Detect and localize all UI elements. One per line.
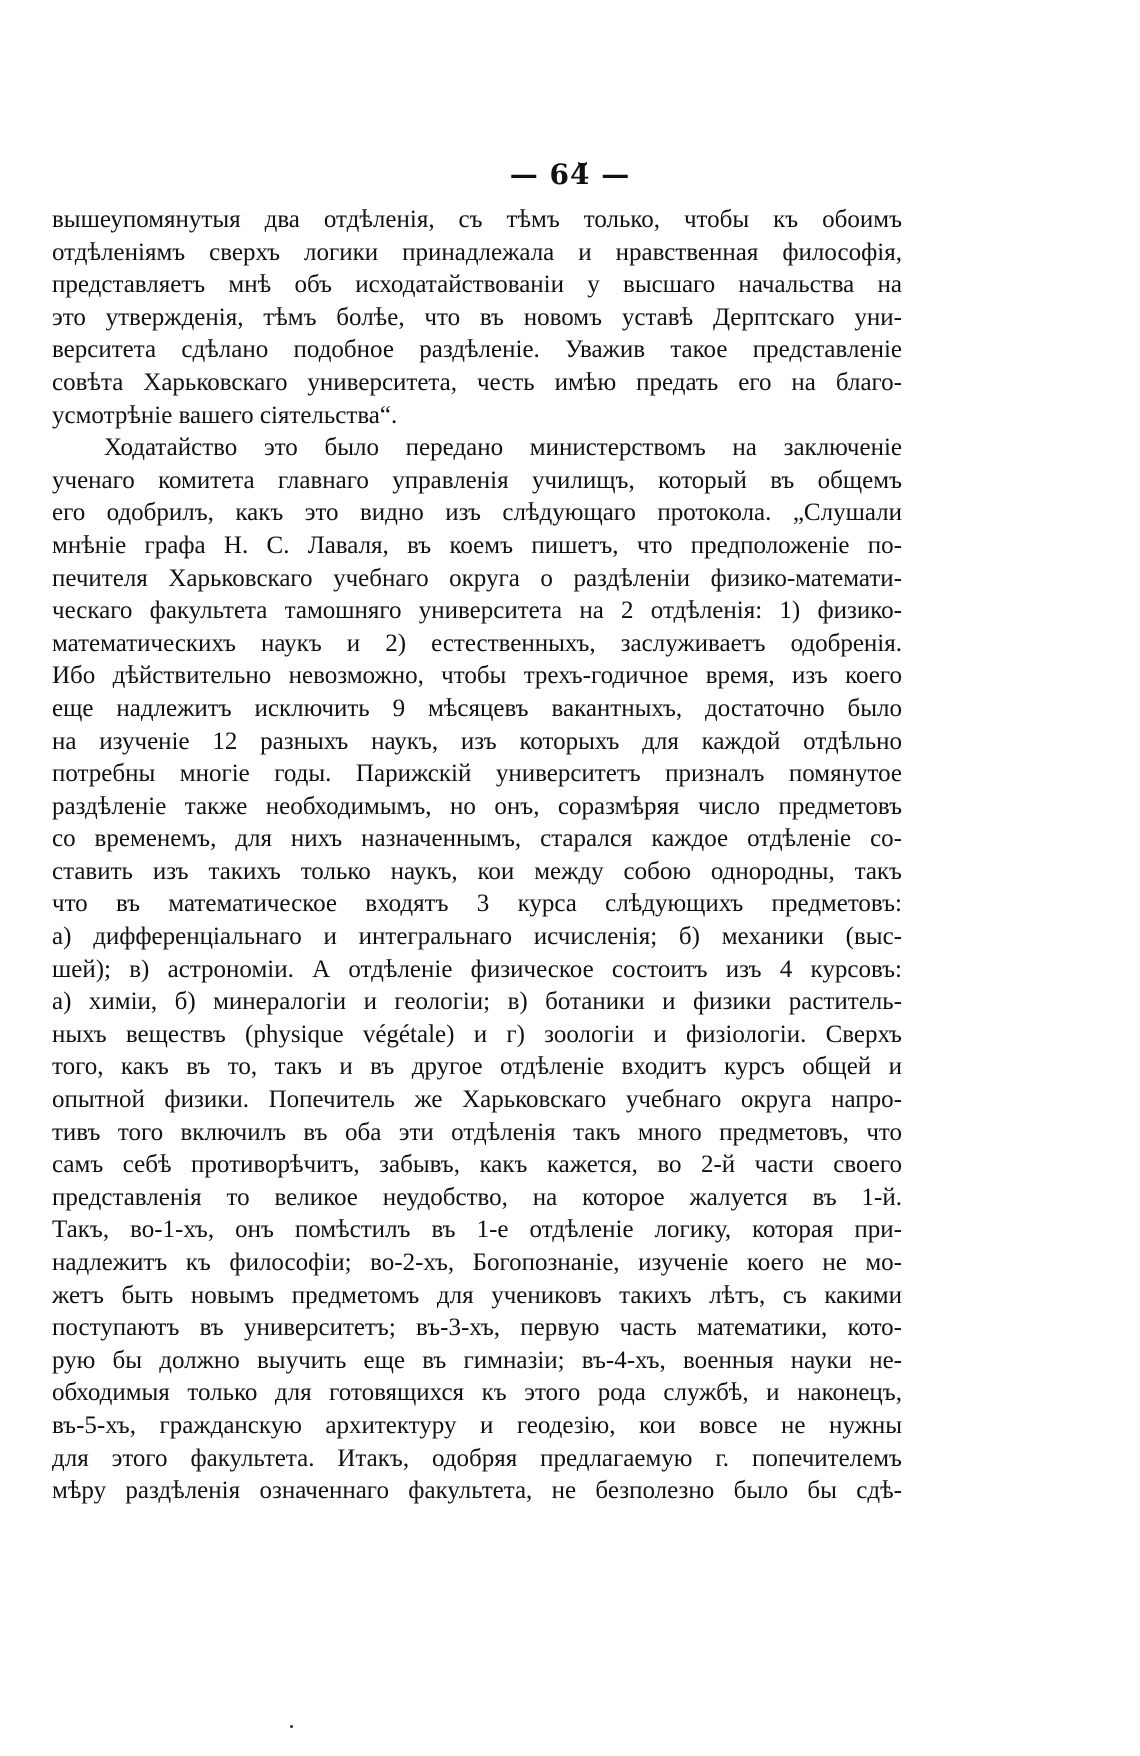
text-line: отдѣленіямъ сверхъ логики принадлежала и нравственная философія, xyxy=(52,238,902,266)
body-text xyxy=(52,204,902,1508)
text-line: ученаго комитета главнаго управленія училищъ, который въ общемъ xyxy=(52,466,902,494)
text-line: мнѣніе графа Н. С. Лаваля, въ коемъ пишетъ, что предположеніе по- xyxy=(52,531,902,559)
text-line: его одобрилъ, какъ это видно изъ слѣдующаго протокола. „Слушали xyxy=(52,499,902,527)
text-line: шей); в) астрономіи. А отдѣленіе физическое состоитъ изъ 4 курсовъ: xyxy=(52,955,902,983)
text-line: еще надлежитъ исключить 9 мѣсяцевъ вакантныхъ, достаточно было xyxy=(52,694,902,722)
text-line: представленія то великое неудобство, на которое жалуется въ 1-й. xyxy=(52,1183,902,1211)
text-line: Ходатайство это было передано министерствомъ на заключеніе xyxy=(104,434,902,462)
text-line: на изученіе 12 разныхъ наукъ, изъ которыхъ для каждой отдѣльно xyxy=(52,727,902,755)
text-line: это утвержденія, тѣмъ болѣе, что въ новомъ уставѣ Дерптскаго уни- xyxy=(52,303,902,331)
text-line: вышеупомянутыя два отдѣленія, съ тѣмъ только, чтобы къ обоимъ xyxy=(52,206,902,233)
ink-speck xyxy=(290,1725,293,1728)
text-line: жетъ быть новымъ предметомъ для учениковъ такихъ лѣтъ, съ какими xyxy=(52,1281,902,1309)
text-line: ныхъ веществъ (physique végétale) и г) зоологіи и физіологіи. Сверхъ xyxy=(52,1020,902,1048)
text-line: въ-5-хъ, гражданскую архитектуру и геодезію, кои вовсе не нужны xyxy=(52,1411,902,1439)
text-line: обходимыя только для готовящихся къ этого рода службѣ, и наконецъ, xyxy=(52,1379,902,1407)
text-line: усмотрѣніе вашего сіятельства“. xyxy=(52,401,398,429)
text-line: ставить изъ такихъ только наукъ, кои между собою однородны, такъ xyxy=(52,857,902,885)
text-line: совѣта Харьковскаго университета, честь имѣю предать его на благо- xyxy=(52,368,902,396)
text-line: представляетъ мнѣ объ исходатайствованіи у высшаго начальства на xyxy=(52,271,902,299)
text-line: рую бы должно выучить еще въ гимназіи; въ-4-хъ, военныя науки не- xyxy=(52,1346,902,1374)
text-line: печителя Харьковскаго учебнаго округа о раздѣленіи физико-математи- xyxy=(52,564,902,592)
text-line: мѣру раздѣленія означеннаго факультета, не безполезно было бы сдѣ- xyxy=(52,1477,902,1505)
text-line: тивъ того включилъ въ оба эти отдѣленія такъ много предметовъ, что xyxy=(52,1118,902,1146)
text-line: поступаютъ въ университетъ; въ-3-хъ, первую часть математики, кото- xyxy=(52,1314,902,1342)
text-line: что въ математическое входятъ 3 курса слѣдующихъ предметовъ: xyxy=(52,890,902,918)
text-line: самъ себѣ противорѣчитъ, забывъ, какъ кажется, во 2-й части своего xyxy=(52,1151,902,1179)
text-line: а) дифференціальнаго и интегральнаго исчисленія; б) механики (выс- xyxy=(52,923,902,951)
text-line: Ибо дѣйствительно невозможно, чтобы трехъ-годичное время, изъ коего xyxy=(52,662,902,690)
text-line: для этого факультета. Итакъ, одобряя предлагаемую г. попечителемъ xyxy=(52,1444,902,1472)
text-line: математическихъ наукъ и 2) естественныхъ, заслуживаетъ одобренія. xyxy=(52,629,902,657)
text-line: со временемъ, для нихъ назначеннымъ, старался каждое отдѣленіе со- xyxy=(52,825,902,853)
text-line: верситета сдѣлано подобное раздѣленіе. Уважив такое представленіе xyxy=(52,336,902,364)
text-line: надлежитъ къ философіи; во-2-хъ, Богопознаніе, изученіе коего не мо- xyxy=(52,1249,902,1276)
page-number: — 64̆ — xyxy=(509,158,631,191)
text-line: а) химіи, б) минералогіи и геологіи; в) ботаники и физики раститель- xyxy=(52,988,902,1016)
text-line: потребны многіе годы. Парижскій университетъ призналъ помянутое xyxy=(52,760,902,788)
text-line: раздѣленіе также необходимымъ, но онъ, соразмѣряя число предметовъ xyxy=(52,792,902,820)
text-line: опытной физики. Попечитель же Харьковскаго учебнаго округа напро- xyxy=(52,1086,902,1114)
text-line: Такъ, во-1-хъ, онъ помѣстилъ въ 1-е отдѣленіе логику, которая при- xyxy=(52,1216,902,1244)
text-line: ческаго факультета тамошняго университета на 2 отдѣленія: 1) физико- xyxy=(52,597,902,625)
text-line: того, какъ въ то, такъ и въ другое отдѣленіе входитъ курсъ общей и xyxy=(52,1053,902,1081)
